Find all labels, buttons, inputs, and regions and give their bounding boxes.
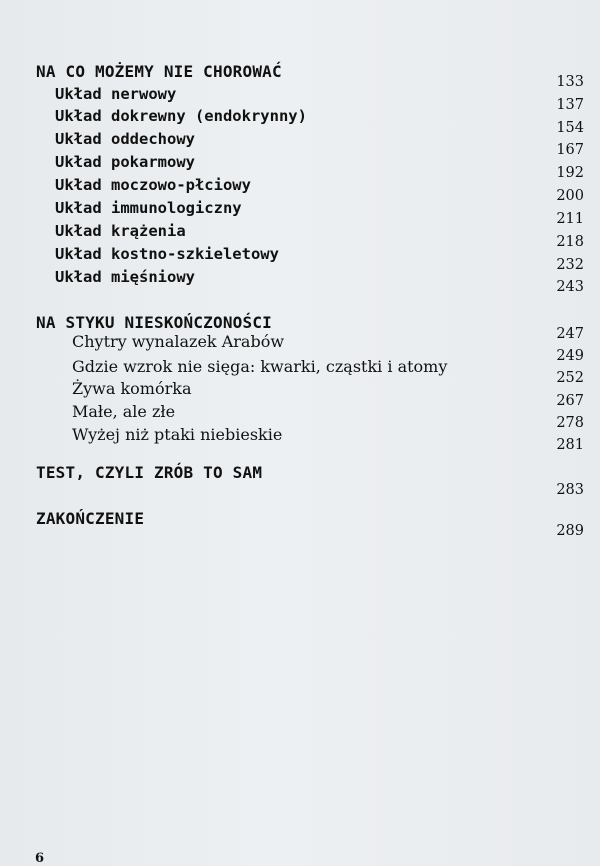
toc-page-number: 200 — [556, 188, 584, 204]
section-page-number: 133 — [556, 74, 584, 90]
toc-entry: Układ nerwowy — [55, 85, 177, 103]
toc-page-number: 243 — [556, 279, 584, 295]
toc-page-number: 252 — [556, 370, 584, 386]
toc-entry: Chytry wynalazek Arabów — [72, 332, 285, 351]
toc-entry: Układ krążenia — [55, 222, 186, 240]
toc-page-number: 249 — [556, 348, 584, 364]
toc-page-number: 192 — [556, 165, 584, 181]
toc-entry: Układ kostno-szkieletowy — [55, 245, 279, 263]
toc-entry: Układ moczowo-płciowy — [55, 176, 251, 194]
toc-entry: Gdzie wzrok nie sięga: kwarki, cząstki i atomy — [72, 357, 448, 376]
toc-page-number: 167 — [556, 142, 584, 158]
toc-page-number: 267 — [556, 393, 584, 409]
toc-entry: Układ pokarmowy — [55, 153, 195, 171]
toc-entry: Układ oddechowy — [55, 130, 195, 148]
toc-page-number: 211 — [556, 211, 584, 227]
section-page-number: 289 — [556, 523, 584, 539]
section-title: ZAKOŃCZENIE — [36, 509, 145, 528]
toc-entry: Małe, ale złe — [72, 402, 176, 421]
page-number-footer: 6 — [35, 851, 45, 866]
section-title: NA CO MOŻEMY NIE CHOROWAĆ — [36, 62, 282, 81]
toc-entry: Układ mięśniowy — [55, 268, 195, 286]
toc-page-number: 278 — [556, 415, 584, 431]
toc-entry: Układ immunologiczny — [55, 199, 242, 217]
toc-entry: Żywa komórka — [72, 379, 192, 398]
section-page-number: 283 — [556, 482, 584, 498]
toc-entry: Wyżej niż ptaki niebieskie — [72, 425, 283, 444]
toc-page-number: 218 — [556, 234, 584, 250]
toc-page-number: 154 — [556, 120, 584, 136]
section-title: NA STYKU NIESKOŃCZONOŚCI — [36, 313, 272, 332]
toc-page-number: 232 — [556, 257, 584, 273]
toc-page-number: 137 — [556, 97, 584, 113]
toc-entry: Układ dokrewny (endokrynny) — [55, 107, 307, 125]
section-title: TEST, CZYLI ZRÓB TO SAM — [36, 463, 263, 482]
toc-page-number: 281 — [556, 437, 584, 453]
section-page-number: 247 — [556, 326, 584, 342]
